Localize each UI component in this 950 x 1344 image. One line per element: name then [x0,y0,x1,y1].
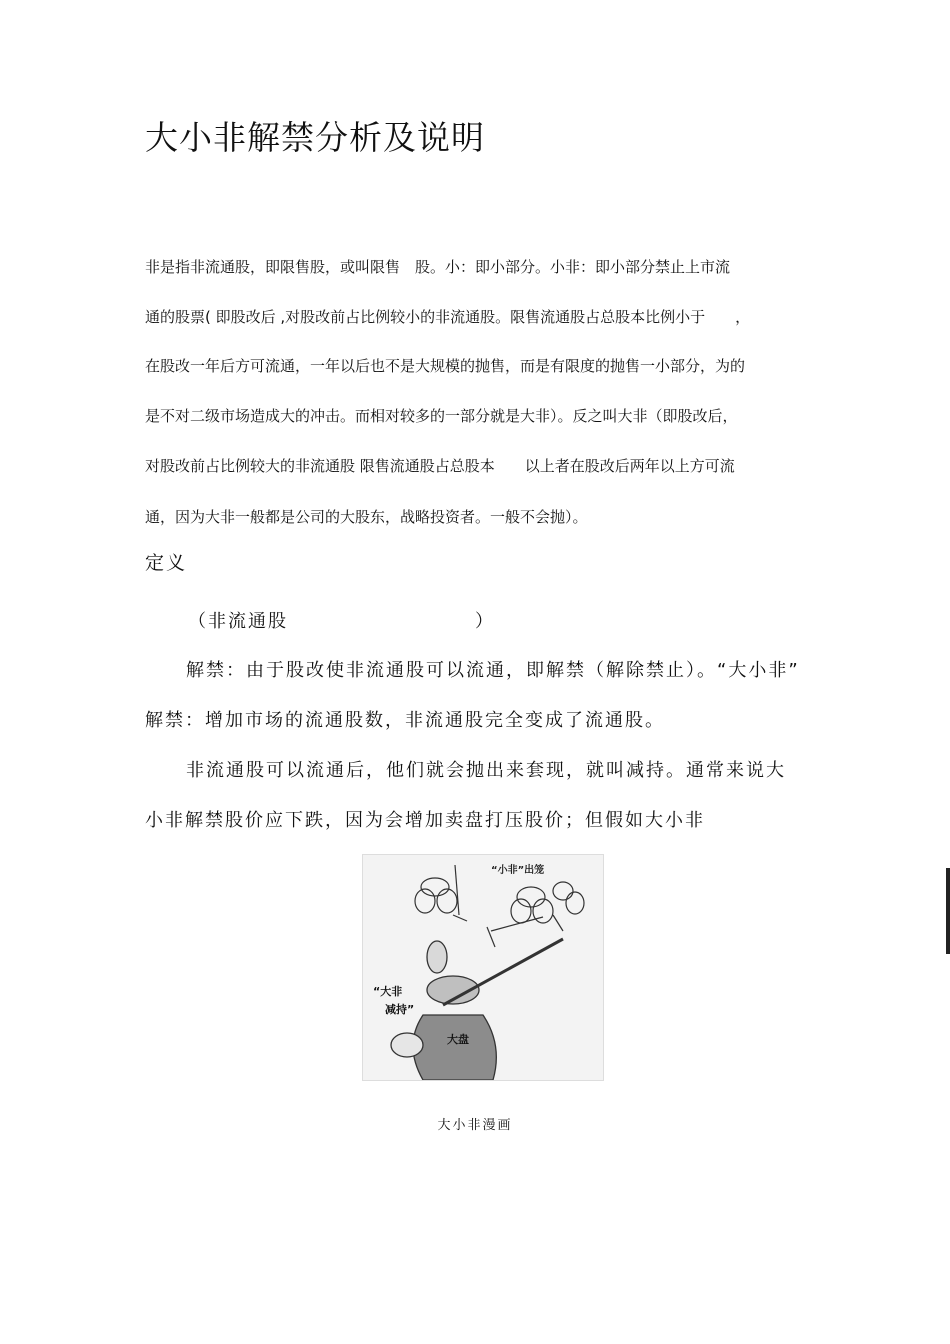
intro-line-6: 通，因为大非一般都是公司的大股东，战略投资者。一般不会抛）。 [145,508,588,526]
intro-line-2: 通的股票( 即股改后 ,对股改前占比例较小的非流通股。限售流通股占总股本比例小于 ， [145,308,751,326]
page-edge-mark [946,868,950,954]
intro-line-1: 非是指非流通股，即限售股，或叫限售 股。小：即小部分。小非：即小部分禁止上市流 [145,258,731,276]
intro-line-4: 是不对二级市场造成大的冲击。而相对较多的一部分就是大非）。反之叫大非（即股改后， [145,407,738,425]
cartoon-label-big-1: “大非 [373,985,403,998]
body-line-1: 解禁：由于股改使非流通股可以流通，即解禁（解除禁止）。“大小非” [186,660,800,681]
cartoon-caption: 大小非漫画 [437,1118,513,1133]
definition-open: （非流通股 [188,611,288,632]
cartoon-label-market: 大盘 [447,1033,469,1046]
intro-line-5: 对股改前占比例较大的非流通股 限售流通股占总股本 以上者在股改后两年以上方可流 [145,457,735,475]
document-title: 大小非解禁分析及说明 [145,118,485,157]
body-line-4: 小非解禁股价应下跌，因为会增加卖盘打压股价；但假如大小非 [145,810,705,831]
definition-close: ） [475,611,495,632]
definition-heading: 定义 [145,552,188,574]
intro-line-3: 在股改一年后方可流通，一年以后也不是大规模的抛售，而是有限度的抛售一小部分，为的 [145,357,746,375]
cartoon-image [362,854,604,1081]
body-line-3: 非流通股可以流通后，他们就会抛出来套现，就叫减持。通常来说大 [186,760,786,781]
cartoon-label-big-2: 减持” [385,1003,415,1016]
cartoon-illustration [363,855,603,1080]
cartoon-label-small: “小非”出笼 [491,865,545,876]
body-line-2: 解禁：增加市场的流通股数，非流通股完全变成了流通股。 [145,710,665,731]
